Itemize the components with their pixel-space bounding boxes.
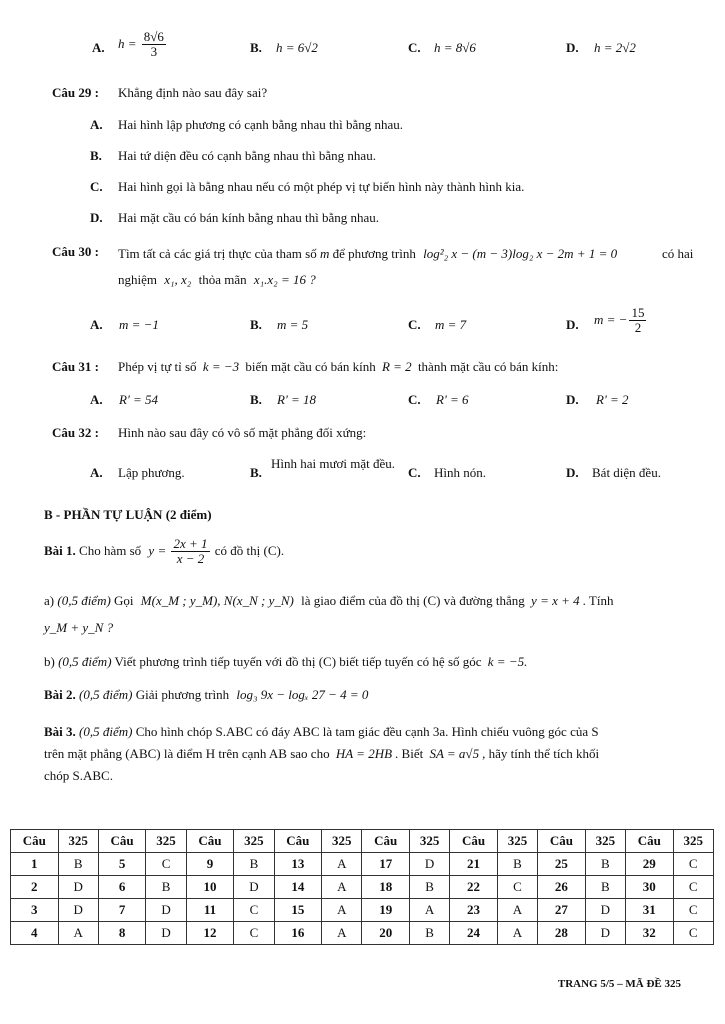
q31-option-c-letter: C. xyxy=(408,392,421,407)
q29-option-c-text: Hai hình gọi là bằng nhau nếu có một phép vị tự biến hình này thành hình kia. xyxy=(118,179,525,194)
answer-choice: B xyxy=(146,876,186,899)
q29-text: Khẳng định nào sau đây sai? xyxy=(118,85,268,100)
q32-text: Hình nào sau đây có vô số mặt phẳng đối xứng: xyxy=(118,425,367,440)
answer-choice: A xyxy=(322,899,362,922)
answer-choice: C xyxy=(673,876,713,899)
q31-option-a-letter: A. xyxy=(90,392,103,407)
answer-choice: A xyxy=(497,922,537,945)
q28-option-c-value: h = 8√6 xyxy=(434,40,476,55)
answer-table-row xyxy=(11,922,714,945)
answer-question-number: 8 xyxy=(98,922,146,945)
answer-choice: D xyxy=(585,922,625,945)
q29-option-a-letter: A. xyxy=(90,117,103,132)
answer-question-number: 26 xyxy=(538,876,586,899)
section-b-heading: B - PHẦN TỰ LUẬN (2 điểm) xyxy=(44,507,212,522)
answer-choice: B xyxy=(409,876,449,899)
answer-table-header-cell: Câu xyxy=(274,830,322,853)
answer-table-header-cell: Câu xyxy=(626,830,674,853)
answer-choice: A xyxy=(322,876,362,899)
answer-table-row xyxy=(11,876,714,899)
q28-option-c-letter: C. xyxy=(408,40,421,55)
answer-choice: C xyxy=(673,899,713,922)
answer-table-header-cell: 325 xyxy=(585,830,625,853)
answer-choice: C xyxy=(234,922,274,945)
bai1-statement: Bài 1. Cho hàm số y = $\frac{2x + 1}{x - 2}$ có đồ thị (C). xyxy=(44,536,285,567)
answer-choice: B xyxy=(497,853,537,876)
answer-table-header-cell: 325 xyxy=(673,830,713,853)
answer-table-body xyxy=(11,830,714,945)
q29-option-b-letter: B. xyxy=(90,148,102,163)
answer-choice: C xyxy=(146,853,186,876)
q31-option-c-value: R' = 6 xyxy=(436,392,469,407)
q32-option-b-letter: B. xyxy=(250,465,262,480)
q31-option-b-value: R' = 18 xyxy=(277,392,316,407)
answer-choice: D xyxy=(146,899,186,922)
answer-question-number: 21 xyxy=(450,853,498,876)
answer-table-row xyxy=(11,853,714,876)
answer-table-header-cell: 325 xyxy=(234,830,274,853)
answer-question-number: 30 xyxy=(626,876,674,899)
answer-table-row xyxy=(11,899,714,922)
answer-question-number: 20 xyxy=(362,922,410,945)
answer-choice: D xyxy=(146,922,186,945)
bai1-function-fraction: $\frac{2x + 1}{x - 2}$ xyxy=(173,536,208,567)
q32-option-d-text: Bát diện đều. xyxy=(592,465,661,480)
answer-question-number: 18 xyxy=(362,876,410,899)
answer-choice: A xyxy=(58,922,98,945)
q30-option-d-value: m = − $\frac{15}{2}$ xyxy=(594,305,645,336)
answer-table-header-cell: Câu xyxy=(450,830,498,853)
q29-option-d-text: Hai mặt cầu có bán kính bằng nhau thì bằng nhau. xyxy=(118,210,380,225)
answer-choice: D xyxy=(585,899,625,922)
answer-table-header-cell: 325 xyxy=(322,830,362,853)
answer-question-number: 1 xyxy=(11,853,59,876)
q29-option-d-letter: D. xyxy=(90,210,103,225)
q29-option-c-letter: C. xyxy=(90,179,103,194)
answer-question-number: 19 xyxy=(362,899,410,922)
answer-question-number: 17 xyxy=(362,853,410,876)
answer-question-number: 25 xyxy=(538,853,586,876)
answer-choice: C xyxy=(234,899,274,922)
q32-option-a-letter: A. xyxy=(90,465,103,480)
q30-option-a-value: m = −1 xyxy=(119,317,159,332)
answer-table-header-cell: Câu xyxy=(538,830,586,853)
answer-table-header-cell: 325 xyxy=(497,830,537,853)
q30-option-b-value: m = 5 xyxy=(277,317,309,332)
answer-question-number: 22 xyxy=(450,876,498,899)
q32-option-a-text: Lập phương. xyxy=(118,465,185,480)
answer-question-number: 9 xyxy=(186,853,234,876)
q28-option-d-letter: D. xyxy=(566,40,579,55)
answer-choice: A xyxy=(322,853,362,876)
q30-option-b-letter: B. xyxy=(250,317,262,332)
answer-question-number: 3 xyxy=(11,899,59,922)
answer-choice: B xyxy=(234,853,274,876)
q32-option-b-text: Hình hai mươi mặt đều. xyxy=(270,456,396,471)
bai3-line2: trên mặt phẳng (ABC) là điểm H trên cạnh AB sao cho HA = 2HB . Biết SA = a√5 , hãy tính thể tích khối xyxy=(44,746,600,761)
answer-question-number: 15 xyxy=(274,899,322,922)
q28-option-a-fraction: $\frac{8√6}{3}$ xyxy=(143,29,164,60)
q31-text: Phép vị tự tỉ số k = −3 biến mặt cầu có bán kính R = 2 thành mặt cầu có bán kính: xyxy=(118,359,559,374)
q30-line2: nghiệm x₁, x₂ thỏa mãn x₁.x₂ = 16 ? xyxy=(118,272,316,287)
answer-choice: D xyxy=(58,899,98,922)
answer-choice: B xyxy=(409,922,449,945)
answer-choice: B xyxy=(58,853,98,876)
q31-option-d-value: R' = 2 xyxy=(596,392,629,407)
q30-equation: log²₂ x − (m − 3)log₂ x − 2m + 1 = 0 xyxy=(423,246,618,261)
answer-question-number: 5 xyxy=(98,853,146,876)
answer-choice: C xyxy=(673,853,713,876)
bai1-part-a: a) (0,5 điểm) Gọi M(x_M ; y_M), N(x_N ; y_N) là giao điểm của đồ thị (C) và đường thẳng y = x + 4 . Tính xyxy=(44,593,614,608)
page-footer: TRANG 5/5 – MÃ ĐỀ 325 xyxy=(557,978,681,990)
q32-label: Câu 32 : xyxy=(52,425,99,440)
q32-option-c-letter: C. xyxy=(408,465,421,480)
answer-choice: C xyxy=(497,876,537,899)
q31-option-b-letter: B. xyxy=(250,392,262,407)
answer-table-header-cell: Câu xyxy=(11,830,59,853)
answer-table-header-cell: Câu xyxy=(186,830,234,853)
answer-table xyxy=(10,829,714,945)
answer-choice: A xyxy=(409,899,449,922)
answer-question-number: 4 xyxy=(11,922,59,945)
q29-option-b-text: Hai tứ diện đều có cạnh bằng nhau thì bằng nhau. xyxy=(118,148,376,163)
answer-choice: A xyxy=(497,899,537,922)
answer-table-header-cell: Câu xyxy=(98,830,146,853)
q30-label: Câu 30 : xyxy=(52,244,99,259)
answer-choice: D xyxy=(409,853,449,876)
bai2-statement: Bài 2. (0,5 điểm) Giải phương trình log₃ 9x − logₓ 27 − 4 = 0 xyxy=(44,687,369,702)
answer-choice: C xyxy=(673,922,713,945)
q28-option-d-value: h = 2√2 xyxy=(594,40,636,55)
q31-label: Câu 31 : xyxy=(52,359,99,374)
answer-table-header-cell: 325 xyxy=(146,830,186,853)
q30-line1-end: có hai xyxy=(662,246,694,261)
answer-question-number: 32 xyxy=(626,922,674,945)
answer-question-number: 28 xyxy=(538,922,586,945)
answer-table-header-cell: Câu xyxy=(362,830,410,853)
answer-choice: A xyxy=(322,922,362,945)
q30-option-d-letter: D. xyxy=(566,317,579,332)
answer-question-number: 11 xyxy=(186,899,234,922)
answer-question-number: 10 xyxy=(186,876,234,899)
q32-option-d-letter: D. xyxy=(566,465,579,480)
q28-option-b-letter: B. xyxy=(250,40,262,55)
answer-question-number: 12 xyxy=(186,922,234,945)
q30-option-a-letter: A. xyxy=(90,317,103,332)
q28-option-a-value: h = $\frac{8√6}{3}$ xyxy=(118,29,164,60)
q30-option-c-letter: C. xyxy=(408,317,421,332)
answer-choice: B xyxy=(585,853,625,876)
answer-choice: D xyxy=(234,876,274,899)
answer-question-number: 7 xyxy=(98,899,146,922)
answer-question-number: 6 xyxy=(98,876,146,899)
q31-option-a-value: R' = 54 xyxy=(119,392,158,407)
bai1-part-b: b) (0,5 điểm) Viết phương trình tiếp tuyến với đồ thị (C) biết tiếp tuyến có hệ số góc k = −5. xyxy=(44,654,528,669)
answer-table-header-cell: 325 xyxy=(58,830,98,853)
answer-choice: B xyxy=(585,876,625,899)
answer-question-number: 23 xyxy=(450,899,498,922)
answer-question-number: 31 xyxy=(626,899,674,922)
bai3-line1: Bài 3. (0,5 điểm) Cho hình chóp S.ABC có đáy ABC là tam giác đều cạnh 3a. Hình chiếu vuông góc của S xyxy=(44,724,599,739)
answer-choice: D xyxy=(58,876,98,899)
q31-option-d-letter: D. xyxy=(566,392,579,407)
q29-option-a-text: Hai hình lập phương có cạnh bằng nhau thì bằng nhau. xyxy=(118,117,404,132)
answer-question-number: 29 xyxy=(626,853,674,876)
q29-label: Câu 29 : xyxy=(52,85,99,100)
answer-question-number: 14 xyxy=(274,876,322,899)
answer-question-number: 24 xyxy=(450,922,498,945)
bai1-part-a-sum: y_M + y_N ? xyxy=(44,620,114,635)
q28-option-b-value: h = 6√2 xyxy=(276,40,318,55)
q32-option-c-text: Hình nón. xyxy=(434,465,486,480)
answer-question-number: 16 xyxy=(274,922,322,945)
q30-option-c-value: m = 7 xyxy=(435,317,467,332)
q28-option-a-letter: A. xyxy=(92,40,105,55)
q30-line1: Tìm tất cả các giá trị thực của tham số m để phương trình log²₂ x − (m − 3)log₂ x − 2m + 1 = 0 xyxy=(118,246,618,261)
answer-table-header-cell: 325 xyxy=(409,830,449,853)
answer-table-header-row xyxy=(11,830,714,853)
answer-question-number: 13 xyxy=(274,853,322,876)
bai3-line3: chóp S.ABC. xyxy=(44,768,113,783)
answer-question-number: 2 xyxy=(11,876,59,899)
answer-question-number: 27 xyxy=(538,899,586,922)
